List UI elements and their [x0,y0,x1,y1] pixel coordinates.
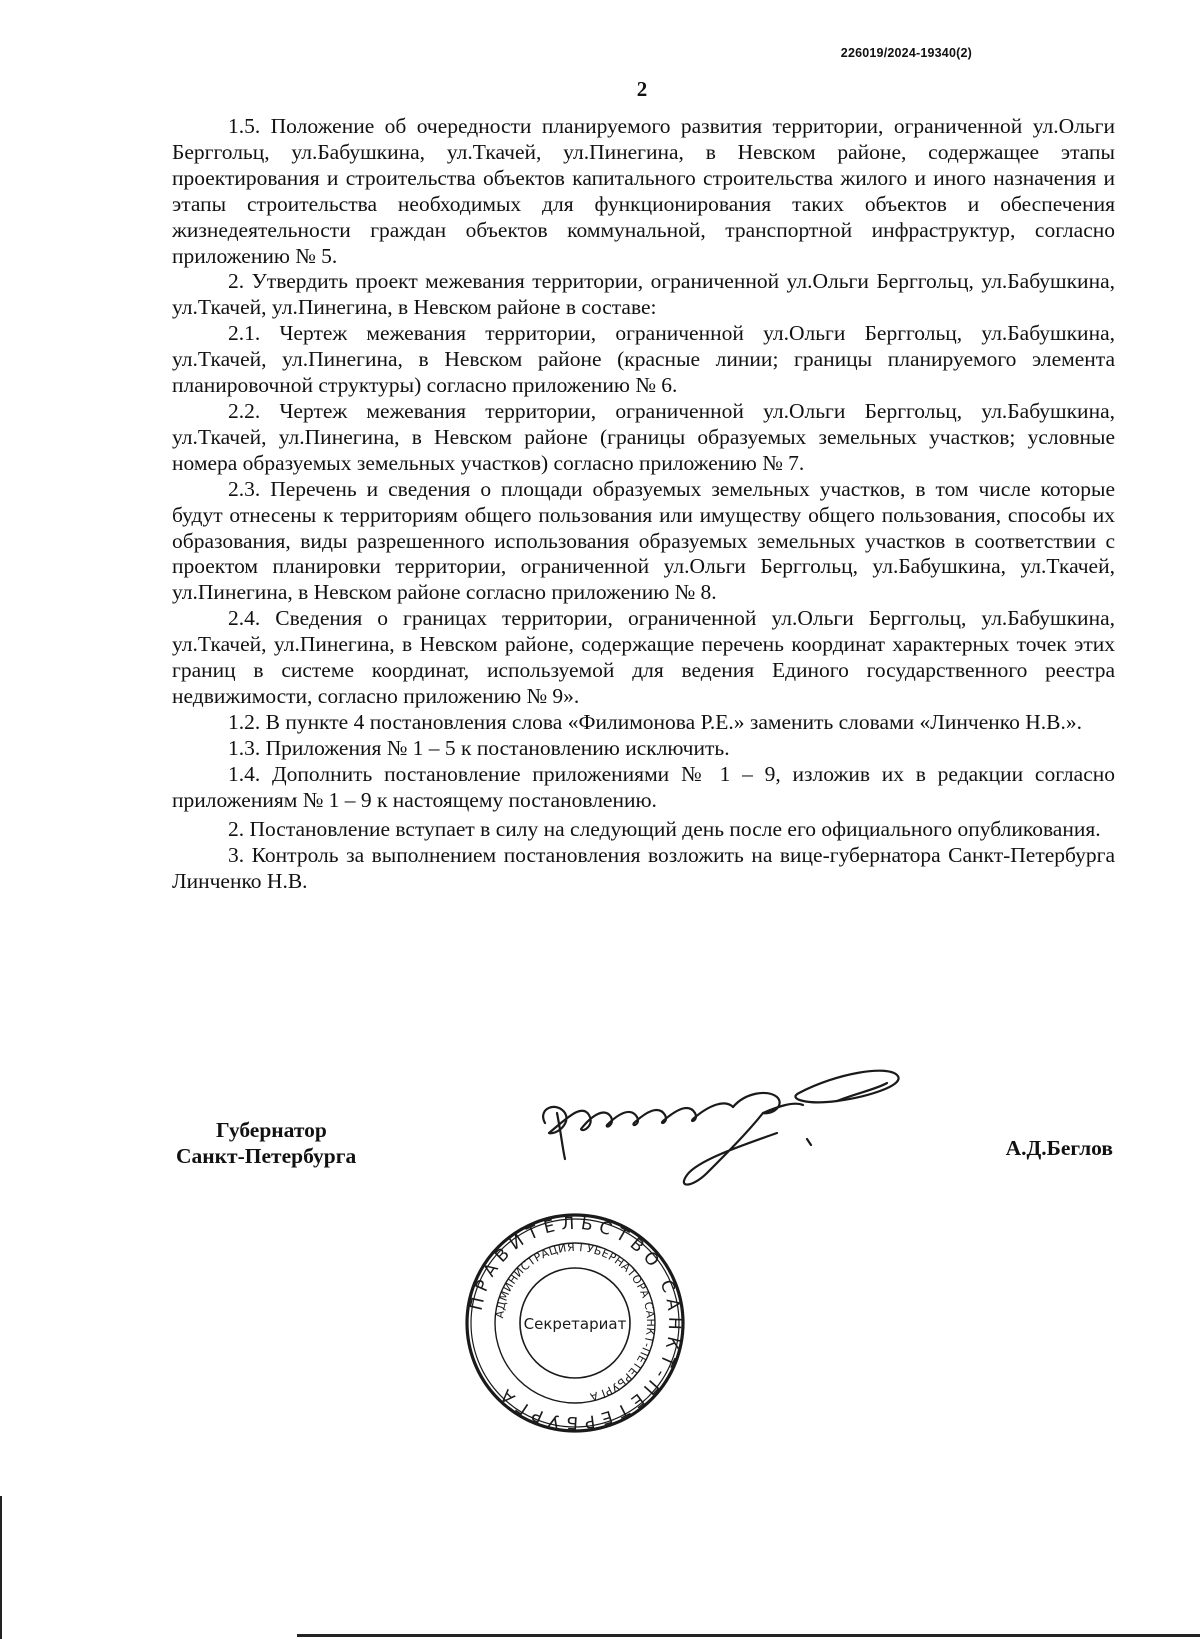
stamp-center-text: Секретариат [523,1315,627,1333]
paragraph-2-2: 2.2. Чертеж межевания территории, ограниченной ул.Ольги Берггольц, ул.Бабушкина, ул.Ткачей, ул.Пинегина, в Невском районе (границы образуемых земельных участков; условные номера образуемых земельных участков) согласно приложению № 7. [172,398,1115,475]
paragraph-1-5: 1.5. Положение об очередности планируемого развития территории, ограниченной ул.Ольги Берггольц, ул.Бабушкина, ул.Ткачей, ул.Пинегина, в Невском районе, содержащее этапы проектирования и строительства объектов капитального строительства жилого и иного назначения и этапы строительства необходимых для функционирования таких объектов и обеспечения жизнедеятельности граждан объектов коммунальной, транспортной инфраструктур, согласно приложению № 5. [172,114,1115,268]
signatory-title-line2: Санкт-Петербурга [176,1144,357,1168]
handwritten-signature [537,1063,937,1193]
signatory-title [176,1117,356,1169]
paragraph-2: 2. Утвердить проект межевания территории, ограниченной ул.Ольги Берггольц, ул.Бабушкина, ул.Ткачей, ул.Пинегина, в Невском районе в составе: [172,269,1115,320]
signatory-name: А.Д.Беглов [1005,1136,1113,1160]
paragraph-1-3: 1.3. Приложения № 1 – 5 к постановлению исключить. [228,735,730,760]
page-number: 2 [636,77,648,101]
paragraph-2-1: 2.1. Чертеж межевания территории, ограниченной ул.Ольги Берггольц, ул.Бабушкина, ул.Ткачей, ул.Пинегина, в Невском районе (красные линии; границы планируемого элемента планировочной структуры) согласно приложению № 6. [172,321,1115,398]
paragraph-2-3: 2.3. Перечень и сведения о площади образуемых земельных участков, в том числе которые будут отнесены к территориям общего пользования или имуществу общего пользования, способы их образования, виды разрешенного использования образуемых земельных участков в соответствии с проектом планировки территории, ограниченной ул.Ольги Берггольц, ул.Бабушкина, ул.Ткачей, ул.Пинегина, в Невском районе согласно приложению № 8. [172,476,1115,605]
stamp-inner-text: АДМИНИСТРАЦИЯ ГУБЕРНАТОРА САНКТ-ПЕТЕРБУРГА [493,1240,658,1404]
document-body [172,114,1115,895]
paragraph-2-4: 2.4. Сведения о границах территории, ограниченной ул.Ольги Берггольц, ул.Бабушкина, ул.Ткачей, ул.Пинегина, в Невском районе, содержащие перечень координат характерных точек этих границ в системе координат, используемой для ведения Единого государственного реестра недвижимости, согласно приложению № 9». [172,606,1115,708]
signatory-title-line1: Губернатор [216,1118,327,1142]
paragraph-1-2: 1.2. В пункте 4 постановления слова «Филимонова Р.Е.» заменить словами «Линченко Н.В.». [228,709,1082,734]
paragraph-1-4: 1.4. Дополнить постановление приложениями № 1 – 9, изложив их в редакции согласно приложениям № 1 – 9 к настоящему постановлению. [172,761,1115,812]
scan-edge-mark [0,1496,2,1639]
paragraph-2-effective: 2. Постановление вступает в силу на следующий день после его официального опубликования. [228,817,1101,842]
scan-bottom-edge-line [297,1634,1200,1637]
official-stamp-seal [464,1212,686,1434]
document-id: 226019/2024-19340(2) [840,46,972,60]
paragraph-3-control: 3. Контроль за выполнением постановления возложить на вице-губернатора Санкт-Петербурга Линченко Н.В. [172,843,1115,894]
stamp-outer-text: ПРАВИТЕЛЬСТВО САНКТ-ПЕТЕРБУРГА [466,1213,685,1433]
